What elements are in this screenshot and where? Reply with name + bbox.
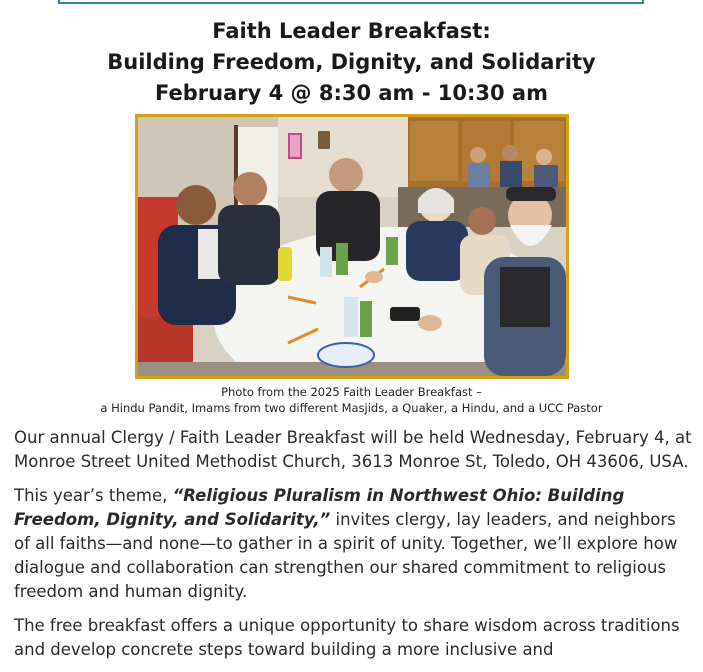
caption-line-2: a Hindu Pandit, Imams from two different Masjids, a Quaker, a Hindu, and a UCC Pastor [100,401,603,415]
caption-line-1: Photo from the 2025 Faith Leader Breakfast – [221,385,482,399]
theme-intro: This year’s theme, [14,486,173,505]
paragraph-theme [14,484,694,604]
event-photo [135,114,569,379]
photo-illustration [138,117,566,376]
theme-details: invites clergy, lay leaders, and neighbors of all faiths—and none—to gather in a spirit of unity. Together, we’ll explore how dialogue and collaboration can strengthen our shared commitment to religious freedom and human dignity. [14,510,678,601]
event-title [0,16,703,109]
title-line-datetime: February 4 @ 8:30 am - 10:30 am [155,81,548,105]
banner-border [58,0,644,4]
paragraph-location: Our annual Clergy / Faith Leader Breakfast will be held Wednesday, February 4, at Monroe Street United Methodist Church, 3613 Monroe St, Toledo, OH 43606, USA. [14,428,692,471]
theme-title: “Religious Pluralism in Northwest Ohio: Building Freedom, Dignity, and Solidarity,” [14,486,625,529]
paragraph-opportunity: The free breakfast offers a unique opportunity to share wisdom across traditions and develop concrete steps toward building a more inclusive and [14,616,680,659]
title-line-name: Faith Leader Breakfast: [212,19,491,43]
photo-caption [0,384,703,416]
title-line-theme: Building Freedom, Dignity, and Solidarity [107,50,596,74]
event-description [14,426,694,672]
